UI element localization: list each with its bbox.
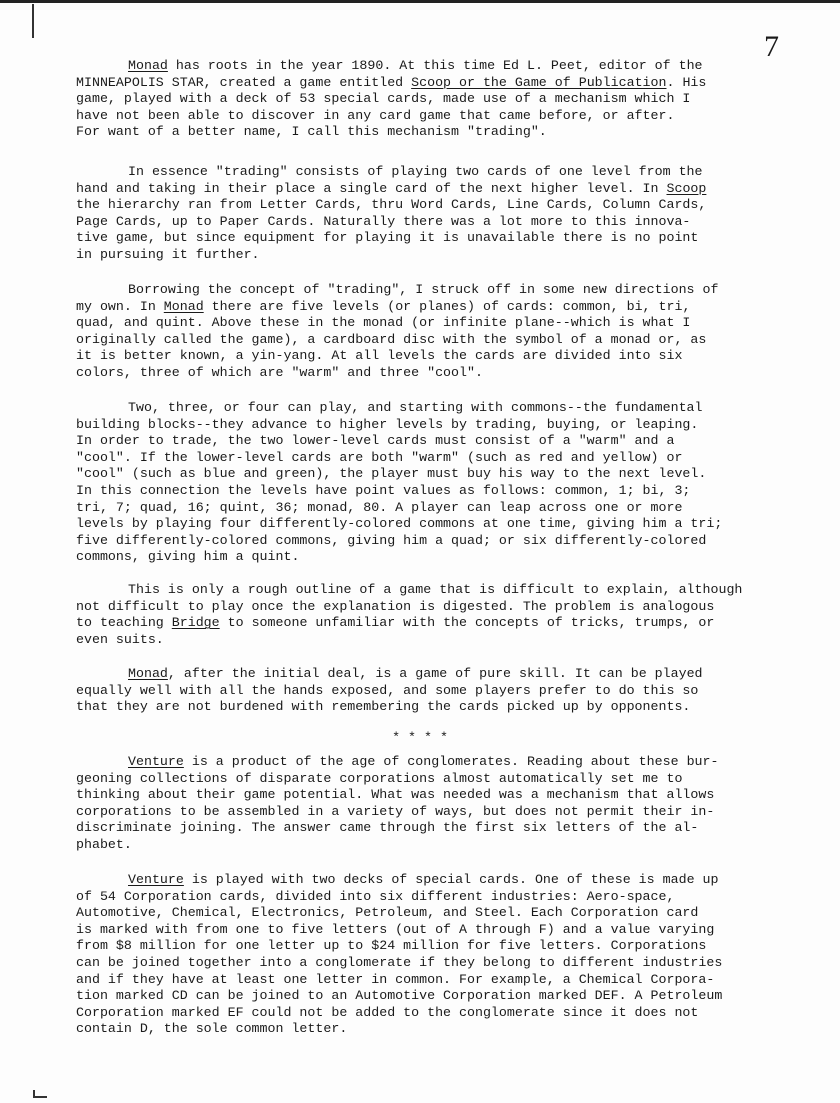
text-line [76, 348, 766, 365]
text-line [76, 516, 766, 533]
text-run: quad, and quint. Above these in the monad (or infinite plane--which is what I [76, 315, 691, 331]
text-line [76, 683, 766, 700]
text-run: Borrowing the concept of "trading", I struck off in some new directions of [128, 282, 719, 297]
text-line [76, 632, 766, 649]
underlined-title: Bridge [171, 615, 220, 631]
text-line [76, 804, 766, 821]
text-run: has roots in the year 1890. At this time Ed L. Peet, editor of the [167, 58, 703, 73]
text-run: Two, three, or four can play, and starting with commons--the fundamental [128, 400, 703, 415]
text-run: the hierarchy ran from Letter Cards, thru Word Cards, Line Cards, Column Cards, [76, 197, 707, 213]
underlined-title: Monad [163, 298, 204, 314]
text-run: my own. In [76, 298, 164, 314]
paragraph [76, 872, 766, 1038]
text-line [76, 837, 766, 854]
text-run: tive game, but since equipment for playing it is unavailable there is no point [76, 230, 699, 246]
text-run: tion marked CD can be joined to an Automotive Corporation marked DEF. A Petroleum [76, 988, 723, 1004]
section-separator: * * * * [392, 730, 448, 745]
text-run: to teaching [76, 615, 172, 631]
text-run: and if they have at least one letter in common. For example, a Chemical Corpora- [76, 971, 715, 987]
top-edge-rule [0, 0, 840, 3]
text-line [76, 164, 766, 181]
text-line [76, 75, 766, 92]
paragraph [76, 400, 766, 566]
text-line [76, 433, 766, 450]
text-line [76, 771, 766, 788]
text-line [76, 417, 766, 434]
text-run: Automotive, Chemical, Electronics, Petroleum, and Steel. Each Corporation card [76, 905, 699, 921]
text-run: , after the initial deal, is a game of pure skill. It can be played [167, 666, 703, 681]
underlined-title: Venture [128, 872, 184, 887]
text-run: "cool". If the lower-level cards are both "warm" (such as red and yellow) or [76, 449, 683, 465]
underlined-title: Venture [128, 754, 184, 769]
text-run: have not been able to discover in any card game that came before, or after. [76, 107, 675, 123]
text-run: of 54 Corporation cards, divided into six different industries: Aero-space, [76, 888, 675, 904]
text-line [76, 938, 766, 955]
corner-mark [33, 1096, 47, 1098]
underlined-title: Monad [128, 58, 168, 73]
text-line [76, 889, 766, 906]
text-run: hand and taking in their place a single card of the next higher level. In [76, 180, 667, 196]
text-run: is marked with from one to five letters (out of A through F) and a value varying [76, 921, 715, 937]
text-run: For want of a better name, I call this mechanism "trading". [76, 124, 547, 140]
text-run: tri, 7; quad, 16; quint, 36; monad, 80. A player can leap across one or more [76, 499, 683, 515]
text-run: building blocks--they advance to higher levels by trading, buying, or leaping. [76, 416, 699, 432]
text-line [76, 922, 766, 939]
text-line [76, 230, 766, 247]
text-line [76, 549, 766, 566]
text-run: "cool" (such as blue and green), the player must buy his way to the next level. [76, 466, 707, 482]
text-line [76, 483, 766, 500]
text-line [76, 247, 766, 264]
text-line [76, 615, 766, 632]
text-run: that they are not burdened with remembering the cards picked up by opponents. [76, 699, 691, 715]
text-run: even suits. [76, 631, 164, 647]
text-run: In essence "trading" consists of playing two cards of one level from the [128, 164, 703, 179]
text-line [76, 450, 766, 467]
text-line [76, 332, 766, 349]
text-line [76, 699, 766, 716]
text-run: equally well with all the hands exposed, and some players prefer to do this so [76, 682, 699, 698]
text-run: . His [666, 74, 707, 90]
text-line [76, 599, 766, 616]
text-run: discriminate joining. The answer came through the first six letters of the al- [76, 820, 699, 836]
text-line [76, 124, 766, 141]
text-run: is a product of the age of conglomerates. Reading about these bur- [183, 754, 719, 769]
text-line [76, 500, 766, 517]
underlined-title: Scoop [666, 180, 707, 196]
underlined-title: Scoop or the Game of Publication [411, 74, 667, 90]
text-run: five differently-colored commons, giving him a quad; or six differently-colored [76, 532, 707, 548]
text-line [76, 214, 766, 231]
text-run: game, played with a deck of 53 special cards, made use of a mechanism which I [76, 91, 691, 107]
text-run: Corporation marked EF could not be added to the conglomerate since it does not [76, 1004, 699, 1020]
text-run: phabet. [76, 836, 132, 852]
text-run: to someone unfamiliar with the concepts of tricks, trumps, or [219, 615, 715, 631]
text-line [76, 1005, 766, 1022]
paragraph [76, 582, 766, 648]
text-line [76, 365, 766, 382]
text-line [76, 872, 766, 889]
text-run: thinking about their game potential. What was needed was a mechanism that allows [76, 787, 715, 803]
text-line [76, 955, 766, 972]
paragraph [76, 164, 766, 264]
text-line [76, 988, 766, 1005]
text-run: in pursuing it further. [76, 246, 260, 262]
text-run: MINNEAPOLIS STAR, created a game entitled [76, 74, 412, 90]
text-run: corporations to be assembled in a variety of ways, but does not permit their in- [76, 803, 715, 819]
text-line [76, 972, 766, 989]
text-run: This is only a rough outline of a game that is difficult to explain, although [128, 582, 743, 597]
text-run: it is better known, a yin-yang. At all levels the cards are divided into six [76, 348, 683, 364]
text-line [76, 282, 766, 299]
text-run: In order to trade, the two lower-level cards must consist of a "warm" and a [76, 433, 675, 449]
paragraph [76, 754, 766, 854]
text-run: levels by playing four differently-colored commons at one time, giving him a tri; [76, 516, 723, 532]
text-run: not difficult to play once the explanation is digested. The problem is analogous [76, 598, 715, 614]
text-line [76, 533, 766, 550]
text-line [76, 91, 766, 108]
text-run: colors, three of which are "warm" and three "cool". [76, 364, 483, 380]
text-line [76, 400, 766, 417]
text-run: commons, giving him a quint. [76, 549, 300, 565]
text-line [76, 315, 766, 332]
text-line [76, 820, 766, 837]
text-line [76, 181, 766, 198]
paragraph [76, 282, 766, 382]
text-run: can be joined together into a conglomerate if they belong to different industries [76, 954, 723, 970]
text-line [76, 754, 766, 771]
text-run: originally called the game), a cardboard disc with the symbol of a monad or, as [76, 331, 707, 347]
page-number: 7 [764, 30, 779, 63]
text-run: is played with two decks of special cards. One of these is made up [183, 872, 719, 887]
text-line [76, 582, 766, 599]
left-margin-mark [32, 4, 34, 38]
text-run: contain D, the sole common letter. [76, 1021, 348, 1037]
text-run: from $8 million for one letter up to $24 million for five letters. Corporations [76, 938, 707, 954]
text-run: geoning collections of disparate corporations almost automatically set me to [76, 770, 683, 786]
text-run: Page Cards, up to Paper Cards. Naturally there was a lot more to this innova- [76, 213, 691, 229]
text-run: there are five levels (or planes) of cards: common, bi, tri, [203, 298, 691, 314]
text-line [76, 666, 766, 683]
text-line [76, 1021, 766, 1038]
text-run: In this connection the levels have point values as follows: common, 1; bi, 3; [76, 482, 691, 498]
paragraph [76, 666, 766, 716]
text-line [76, 197, 766, 214]
text-line [76, 466, 766, 483]
text-line [76, 108, 766, 125]
text-line [76, 905, 766, 922]
text-line [76, 299, 766, 316]
underlined-title: Monad [128, 666, 168, 681]
text-line [76, 58, 766, 75]
text-line [76, 787, 766, 804]
paragraph [76, 58, 766, 141]
